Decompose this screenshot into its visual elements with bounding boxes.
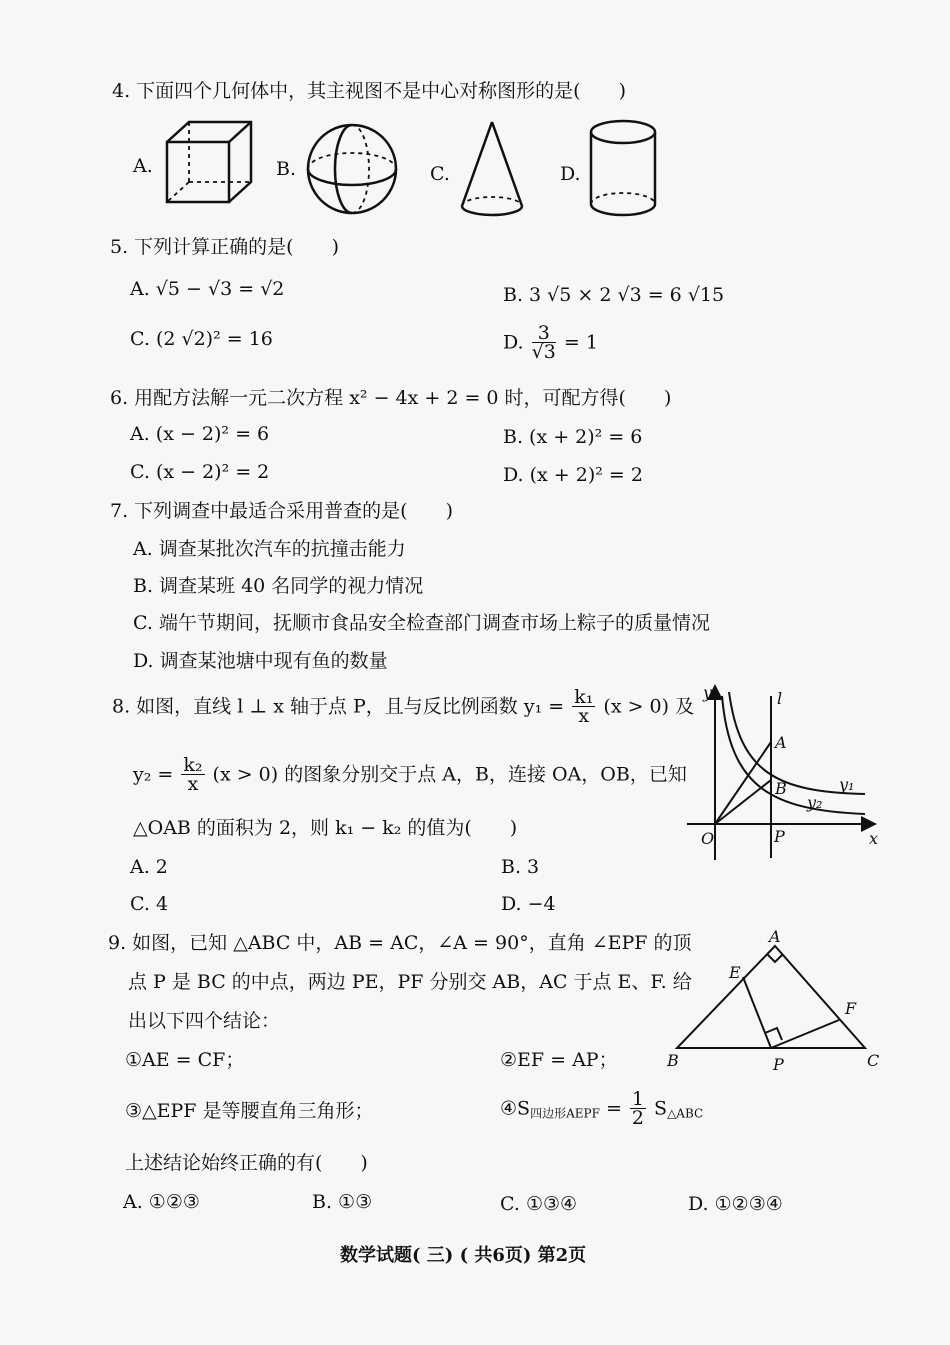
- q8-curve-y2: [722, 696, 865, 814]
- q6-option-a: A. (x − 2)² = 6: [130, 423, 270, 445]
- q8-line1-post: (x > 0) 及: [603, 695, 695, 718]
- q9-line1: 9. 如图，已知 △ABC 中，AB = AC，∠A = 90°，直角 ∠EPF 的顶: [108, 932, 692, 954]
- q9-fig-label-f: F: [845, 999, 857, 1018]
- q7-option-a: A. 调查某批次汽车的抗撞击能力: [133, 538, 406, 560]
- q9-c4-mid: =: [605, 1097, 622, 1120]
- q8-line1-pre: 8. 如图，直线 l ⊥ x 轴于点 P，且与反比例函数 y₁ =: [112, 695, 565, 718]
- q9-c4-num: 1: [631, 1088, 644, 1110]
- q7-option-b: B. 调查某班 40 名同学的视力情况: [133, 575, 424, 597]
- q9-conclusion-1: ①AE = CF；: [125, 1049, 245, 1071]
- q9-c4-den: 2: [631, 1107, 644, 1129]
- q5-option-a: A. √5 − √3 = √2: [130, 278, 285, 300]
- q9-right-angle-a: [767, 954, 783, 962]
- q9-fig-label-p: P: [773, 1055, 784, 1074]
- q9-option-c: C. ①③④: [500, 1193, 578, 1215]
- q8-fig-label-l: l: [777, 689, 783, 708]
- q9-line3: 出以下四个结论：: [128, 1010, 281, 1032]
- q8-y1-fraction: [572, 688, 595, 725]
- q8-fig-label-b: B: [775, 779, 787, 798]
- q8-x1: x: [578, 705, 590, 727]
- q9-c4-post-sub: △ABC: [667, 1106, 704, 1121]
- q8-line1: [112, 688, 694, 725]
- q8-option-b: B. 3: [501, 856, 540, 878]
- q8-option-a: A. 2: [130, 856, 168, 878]
- q9-summary: 上述结论始终正确的有( ): [125, 1152, 368, 1174]
- q9-segment-pf: [771, 1020, 839, 1048]
- q5-option-d: [503, 324, 598, 361]
- q8-x2: x: [187, 773, 199, 795]
- q4-option-a-label: A.: [133, 155, 153, 177]
- q6-option-b: B. (x + 2)² = 6: [503, 426, 643, 448]
- q5-option-d-fraction: [532, 324, 556, 361]
- cube-figure: [165, 120, 260, 210]
- q8-y2-fraction: [181, 756, 204, 793]
- q7-stem: 7. 下列调查中最适合采用普查的是( ): [110, 500, 453, 522]
- q5-stem: 5. 下列计算正确的是( ): [110, 236, 339, 258]
- q8-y2-label: y₂ =: [133, 763, 174, 786]
- q6-option-c: C. (x − 2)² = 2: [130, 461, 270, 483]
- q9-option-b: B. ①③: [312, 1191, 373, 1213]
- q8-fig-label-o: O: [701, 829, 715, 848]
- q8-line2: [133, 756, 687, 793]
- cone-figure: [458, 120, 528, 220]
- q5-option-d-prefix: D.: [503, 331, 524, 354]
- q5-option-d-numerator: 3: [532, 324, 556, 343]
- cylinder-figure: [588, 118, 663, 223]
- q8-fig-label-x: x: [869, 829, 879, 848]
- q8-fig-label-y1: y₁: [839, 775, 855, 794]
- sphere-figure: [305, 122, 400, 217]
- q8-k2: k₂: [183, 754, 203, 776]
- q5-option-d-denominator: √3: [531, 341, 556, 363]
- q9-triangle-figure: [663, 928, 893, 1078]
- q9-c4-post: S: [654, 1097, 668, 1120]
- q4-option-d-label: D.: [560, 163, 581, 185]
- q8-fig-label-a: A: [775, 733, 787, 752]
- q4-stem: 4. 下面四个几何体中，其主视图不是中心对称图形的是( ): [112, 80, 626, 102]
- q8-segment-ob: [715, 780, 771, 824]
- q8-segment-oa: [715, 742, 771, 824]
- q9-c4-fraction: [630, 1090, 646, 1127]
- q9-fig-label-e: E: [729, 963, 741, 982]
- q6-stem: 6. 用配方法解一元二次方程 x² − 4x + 2 = 0 时，可配方得( ): [110, 387, 672, 409]
- q8-fig-label-y2: y₂: [807, 793, 823, 812]
- q9-triangle-abc: [677, 946, 865, 1048]
- q9-option-d: D. ①②③④: [688, 1193, 783, 1215]
- q9-conclusion-4: [500, 1090, 703, 1127]
- q9-fig-label-b: B: [667, 1051, 679, 1070]
- q9-conclusion-3: ③△EPF 是等腰直角三角形；: [125, 1100, 374, 1122]
- q9-option-a: A. ①②③: [123, 1191, 200, 1213]
- q8-line3: △OAB 的面积为 2，则 k₁ − k₂ 的值为( ): [133, 817, 518, 839]
- q9-line2: 点 P 是 BC 的中点，两边 PE，PF 分别交 AB，AC 于点 E、F. 给: [128, 971, 692, 993]
- q8-option-d: D. −4: [501, 893, 556, 915]
- q8-fig-label-p: P: [774, 827, 785, 846]
- q7-option-c: C. 端午节期间，抚顺市食品安全检查部门调查市场上粽子的质量情况: [133, 612, 710, 634]
- q9-fig-label-a: A: [769, 927, 781, 946]
- q8-fig-label-y: y: [703, 683, 713, 702]
- q8-option-c: C. 4: [130, 893, 169, 915]
- q8-line2-post: (x > 0) 的图象分别交于点 A，B，连接 OA，OB，已知: [212, 763, 687, 786]
- q9-conclusion-2: ②EF = AP；: [500, 1049, 618, 1071]
- q8-k1: k₁: [574, 686, 594, 708]
- q9-c4-pre: ④S: [500, 1097, 531, 1120]
- q6-option-d: D. (x + 2)² = 2: [503, 464, 643, 486]
- q8-graph-figure: [685, 682, 885, 862]
- q5-option-c: C. (2 √2)² = 16: [130, 328, 273, 350]
- q9-segment-pe: [743, 977, 771, 1048]
- q9-fig-label-c: C: [867, 1051, 880, 1070]
- q4-option-b-label: B.: [276, 158, 297, 180]
- q9-c4-sub: 四边形AEPF: [530, 1106, 600, 1121]
- q4-option-c-label: C.: [430, 163, 450, 185]
- q7-option-d: D. 调查某池塘中现有鱼的数量: [133, 650, 388, 672]
- q5-option-d-suffix: = 1: [563, 331, 598, 354]
- q5-option-b: B. 3 √5 × 2 √3 = 6 √15: [503, 284, 725, 306]
- page-footer: 数学试题( 三) ( 共6页) 第2页: [340, 1245, 587, 1266]
